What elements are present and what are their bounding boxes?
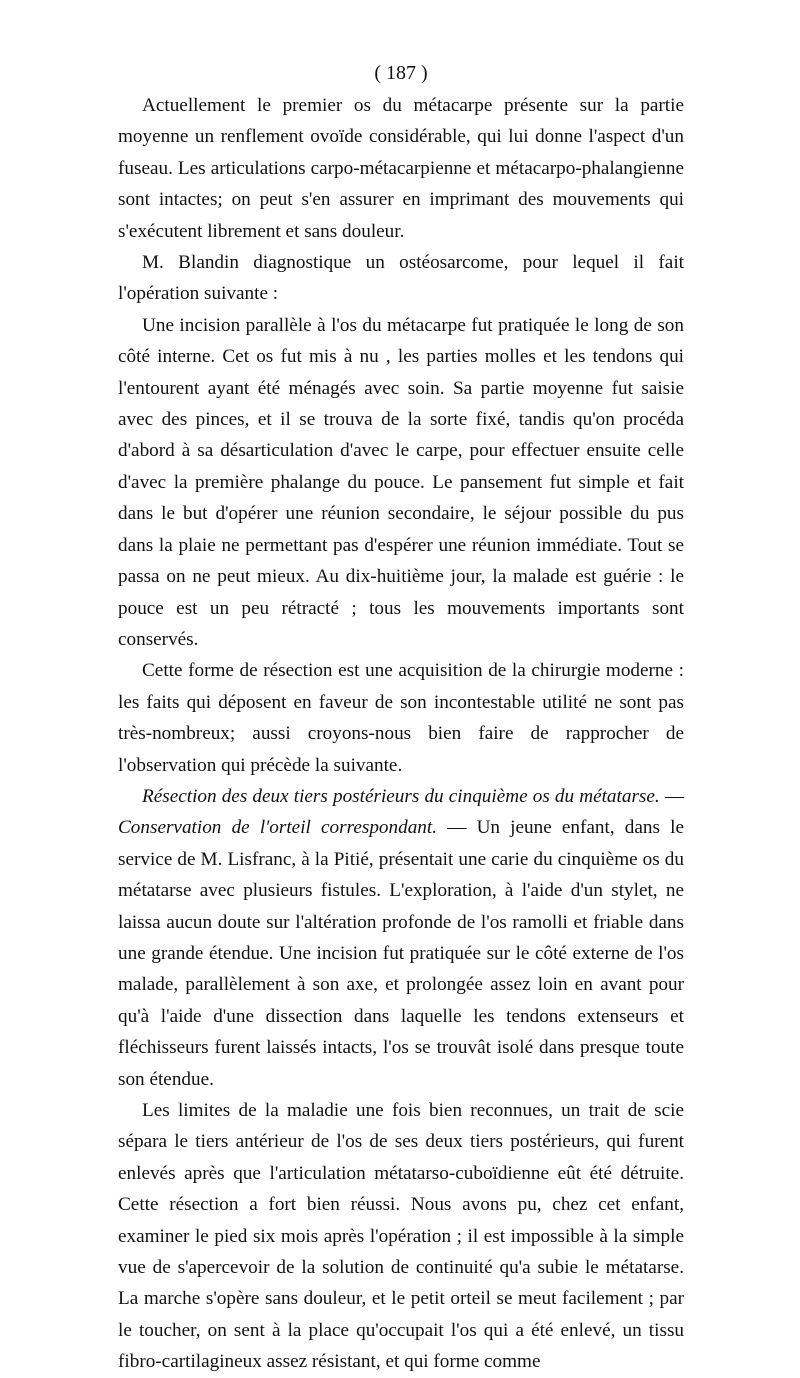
section-heading-title: Résection des deux tiers postérieurs du cinquième os du métatarse. [142,785,660,807]
section-separator-2: — [437,817,477,839]
paragraph-operation: Une incision parallèle à l'os du métacarpe fut pratiquée le long de son côté interne. Cet os fut mis à nu , les parties molles et les tendons qui l'entourent ayant été ménagés avec soin. Sa partie moyenne fut saisie avec des pinces, et il se trouva de la sorte fixé, tandis qu'on procéda d'abord à sa désarticulation d'avec le carpe, pour effectuer ensuite celle d'avec la première phalange du pouce. Le pansement fut simple et fait dans le but d'opérer une réunion secondaire, le séjour possible du pus dans la plaie ne permettant pas d'espérer une réunion immédiate. Tout se passa on ne peut mieux. Au dix-huitième jour, la malade est guérie : le pouce est un peu rétracté ; tous les mouvements importants sont conservés. [118,314,684,650]
section-paragraph [118,781,684,1095]
section-body: Un jeune enfant, dans le service de M. Lisfranc, à la Pitié, présentait une carie du cinquième os du métatarse avec plusieurs fistules. L'exploration, à l'aide d'un stylet, ne laissa aucun doute sur l'altération profonde de l'os ramolli et friable dans une grande étendue. Une incision fut pratiquée sur le côté externe de l'os malade, parallèlement à son axe, et prolongée assez loin en avant pour qu'à l'aide d'une dissection dans laquelle les tendons extenseurs et fléchisseurs furent laissés intacts, l'os se trouvât isolé dans presque toute son étendue. [118,817,685,1090]
paragraph-acquisition: Cette forme de résection est une acquisition de la chirurgie moderne : les faits qui déposent en faveur de son incontestable utilité ne sont pas très-nombreux; aussi croyons-nous bien faire de rapprocher de l'observation qui précède la suivante. [118,660,684,776]
section-heading-subtitle: Conservation de l'orteil correspondant. [118,817,438,839]
paragraph-limites: Les limites de la maladie une fois bien reconnues, un trait de scie sépara le tiers antérieur de l'os de ses deux tiers postérieurs, qui furent enlevés après que l'articulation métatarso-cuboïdienne eût été détruite. Cette résection a fort bien réussi. Nous avons pu, chez cet enfant, examiner le pied six mois après l'opération ; il est impossible à la simple vue de s'apercevoir de la solution de continuité qu'a subie le métatarse. La marche s'opère sans douleur, et le petit orteil se meut facilement ; par le toucher, on sent à la place qu'occupait l'os qui a été enlevé, un tissu fibro-cartilagineux assez résistant, et qui forme comme [118,1100,684,1373]
book-page [118,58,684,1378]
section-separator-1: — [659,785,685,807]
page-number: ( 187 ) [374,62,428,84]
paragraph-diagnostic: M. Blandin diagnostique un ostéosarcome, pour lequel il fait l'opération suivante : [118,252,684,305]
paragraph-metacarpe: Actuellement le premier os du métacarpe présente sur la partie moyenne un renflement ovoïde considérable, qui lui donne l'aspect d'un fuseau. Les articulations carpo-métacarpienne et métacarpo-phalangienne sont intactes; on peut s'en assurer en imprimant des mouvements qui s'exécutent librement et sans douleur. [118,95,684,242]
